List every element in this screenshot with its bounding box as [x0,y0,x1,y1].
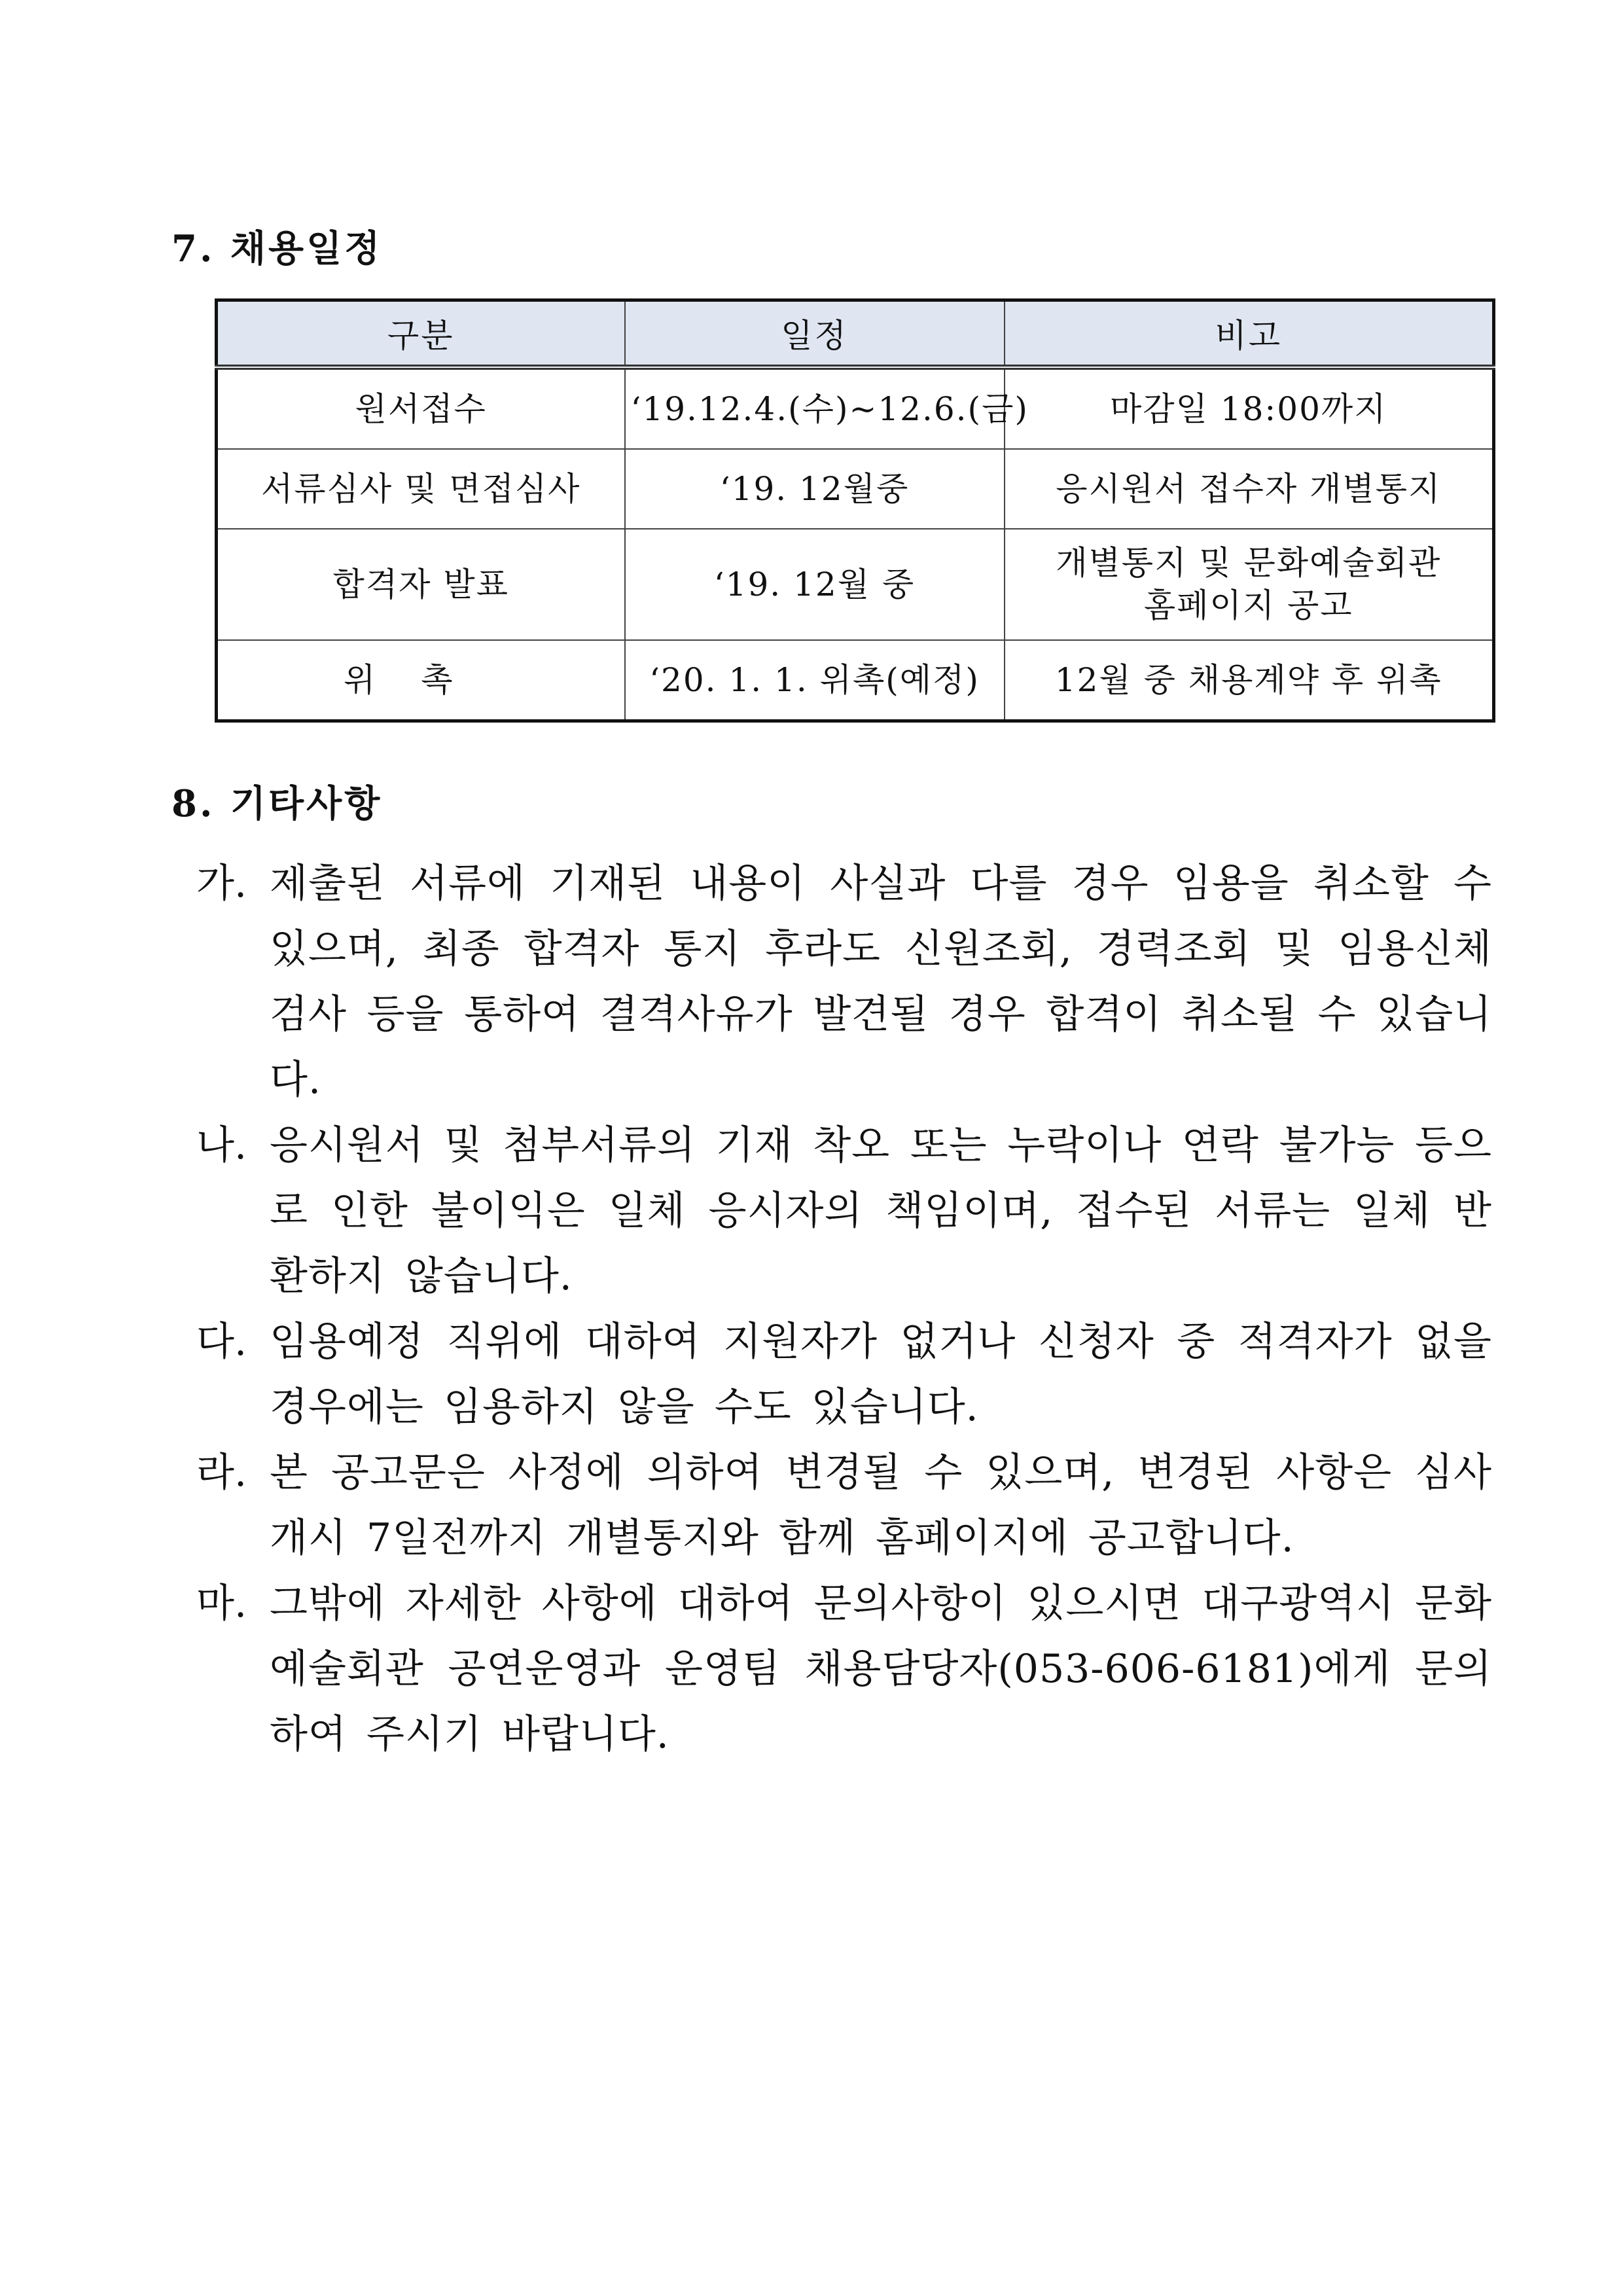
category-cell: 서류심사 및 면접심사 [217,449,625,529]
schedule-cell: ‘19.12.4.(수)~12.6.(금) [625,367,1005,449]
list-item-marker: 라. [196,1450,247,1496]
category-cell [217,640,625,721]
table-header-row [217,300,1494,368]
list-item-text: 제출된 서류에 기재된 내용이 사실과 다를 경우 임용을 취소할 수 있으며, 최종 합격자 통지 후라도 신원조회, 경력조회 및 임용신체검사 등을 통하여 결격사유가 발견될 경우 합격이 취소될 수 있습니다. [270,861,1492,1103]
column-header-schedule: 일정 [625,300,1005,368]
list-item-text: 응시원서 및 첨부서류의 기재 착오 또는 누락이나 연락 불가능 등으로 인한 불이익은 일체 응시자의 책임이며, 접수된 서류는 일체 반환하지 않습니다. [270,1122,1492,1299]
list-item [196,1571,1492,1767]
table-row [217,529,1494,640]
category-cell: 합격자 발표 [217,529,625,640]
other-matters-list [196,851,1492,1767]
list-item [196,1309,1492,1440]
recruitment-schedule-table [215,298,1495,723]
schedule-cell: ‘20. 1. 1. 위촉(예정) [625,640,1005,721]
schedule-cell: ‘19. 12월 중 [625,529,1005,640]
remark-cell: 응시원서 접수자 개별통지 [1005,449,1494,529]
table-row [217,640,1494,721]
remark-cell: 12월 중 채용계약 후 위촉 [1005,640,1494,721]
remark-line: 개별통지 및 문화예술회관 [1056,544,1442,582]
list-item-text: 임용예정 직위에 대하여 지원자가 없거나 신청자 중 적격자가 없을 경우에는 임용하지 않을 수도 있습니다. [270,1319,1492,1430]
category-text: 위촉 [343,660,499,699]
section-heading-recruitment-schedule: 7. 채용일정 [171,227,383,270]
schedule-cell: ‘19. 12월중 [625,449,1005,529]
list-item-text: 그밖에 자세한 사항에 대하여 문의사항이 있으시면 대구광역시 문화예술회관 공연운영과 운영팀 채용담당자(053-606-6181)에게 문의하여 주시기 바랍니다. [270,1581,1492,1757]
category-cell: 원서접수 [217,367,625,449]
table-row [217,367,1494,449]
remark-cell: 마감일 18:00까지 [1005,367,1494,449]
remark-cell [1005,529,1494,640]
column-header-category: 구분 [217,300,625,368]
list-item [196,851,1492,1113]
section-heading-other-matters: 8. 기타사항 [171,782,383,825]
list-item [196,1440,1492,1571]
list-item-marker: 마. [196,1581,247,1626]
remark-line: 홈페이지 공고 [1143,586,1353,624]
column-header-remark: 비고 [1005,300,1494,368]
table-row [217,449,1494,529]
list-item-marker: 나. [196,1122,247,1168]
list-item-marker: 다. [196,1319,247,1365]
list-item-text: 본 공고문은 사정에 의하여 변경될 수 있으며, 변경된 사항은 심사 개시 7일전까지 개별통지와 함께 홈페이지에 공고합니다. [270,1450,1492,1561]
list-item [196,1113,1492,1309]
list-item-marker: 가. [196,861,247,906]
